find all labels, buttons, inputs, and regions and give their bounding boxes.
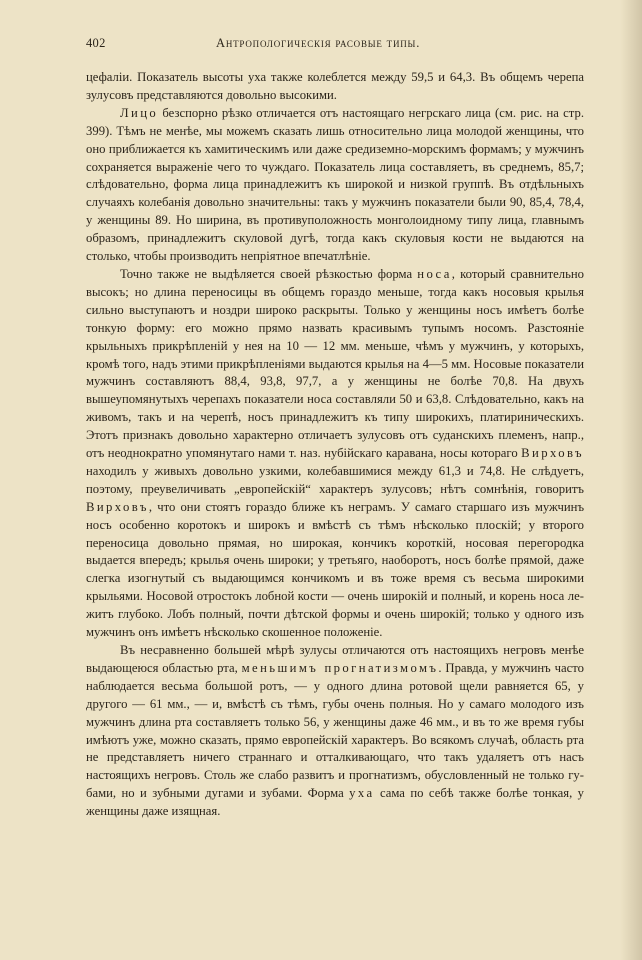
page-header xyxy=(86,36,584,51)
paragraph xyxy=(86,642,584,821)
emphasized-term: уха xyxy=(349,786,375,801)
running-title: Антропологическія расовые типы. xyxy=(216,36,421,50)
paragraph-text: Точно также не выдѣляется своей рѣзкостью форма xyxy=(120,266,418,281)
page-number: 402 xyxy=(86,36,106,50)
emphasized-term: Вирховъ xyxy=(521,446,584,461)
paragraph xyxy=(86,69,584,105)
emphasized-term: носа xyxy=(417,266,452,281)
paragraph-text: сама по себѣ также болѣе тонкая, у женщины даже изящная. xyxy=(86,786,585,819)
paragraph-text: цефаліи. Показатель высоты уха также колеблется между 59,5 и 64,3. Въ общемъ черепа зулусовъ представляются довольно высокими. xyxy=(86,70,584,102)
paragraph-text: , который сравнительно высокъ; но длина переносицы въ общемъ гораздо меньше, тогда какъ носовыя крылья сильно выступаютъ и ноздри широко раскрыты. Только у женщины носъ имѣетъ болѣе тонкую форму: его можно прямо назвать красивымъ тупымъ носомъ. Разстояніе крыльныхъ прикрѣпленій у нея на 10 — 12 мм. меньше, чѣмъ у мужчинъ, у которыхъ, кромѣ того, надъ этими прикрѣпленіями выдаются крылья на 4—5 мм. Носовые показатели мужчинъ составляютъ 88,4, 93,8, 97,7, а у женщины не болѣе 70,8. На двухъ вышеупомянутыхъ черепахъ показатели носа составляли 50 и 63,8. Слѣдовательно, какъ на живомъ, такъ и на черепѣ, носъ принадлежитъ къ типу широкихъ, платириническихъ. Этотъ признакъ довольно характерно отличаетъ зулусовъ отъ суданскихъ племенъ, напр., отъ неоднократно упомянутаго нами т. наз. нубійскаго каравана, носы котораго xyxy=(86,266,585,461)
body-text xyxy=(86,69,584,821)
paragraph-text: . Правда, у мужчинъ часто наблюдается весьма большой ротъ, — у одного длина ротовой щели равняется 65, у другого — 61 мм., — и, вмѣстѣ съ тѣмъ, губы очень полныя. Но у самаго молодого изъ мужчинъ длина рта составляетъ только 56, у женщины даже 46 мм., и въ то же время губы имѣютъ уже, можно сказать, прямо европейскій характеръ. Во всякомъ случаѣ, область рта не представляетъ ничего страннаго и отталкивающаго, что такъ удаляетъ отъ насъ настоящихъ негровъ. Столь же слабо развитъ и прогнатизмъ, обусловленный не только губами, но и зубными дугами и зубами. Форма xyxy=(86,660,584,801)
emphasized-term: меньшимъ прогнатизмомъ xyxy=(241,660,439,675)
paragraph-text: находилъ у живыхъ довольно узкими, колебавшимися между 61,3 и 74,8. Не слѣдуетъ, поэтому, преувеличивать „европейскій“ характеръ зулусовъ; нѣтъ сомнѣнія, говоритъ xyxy=(86,463,584,496)
paragraph xyxy=(86,266,584,642)
paragraph-text: безспорно рѣзко отличается отъ настоящаго негрскаго лица (см. рис. на стр. 399). Тѣмъ не менѣе, мы можемъ сказать лишь относительно лица молодой женщины, что оно приближается къ хамитическимъ или даже средиземно-морскимъ формамъ; у мужчинъ сохраняется выраженіе чего то чуждаго. Показатель лица составляетъ, въ среднемъ, 85,7; слѣдовательно, форма лица принадлежитъ къ широкой и низкой группѣ. Въ отдѣльныхъ случаяхъ колебанія довольно значительны: такъ у мужчинъ показатели были 90, 85,4, 78,4, у женщины 89. Но ширина, въ противуположность монголоидному типу лица, главнымъ образомъ, принадлежитъ скуловой дугѣ, тогда какъ скуловыя кости не выдаются на столько, чтобы производить непріятное впечатлѣніе. xyxy=(86,105,584,264)
paragraph-text: Въ несравненно большей мѣрѣ зулусы отличаются отъ настоящихъ негровъ менѣе выдающеюся областью рта, xyxy=(86,643,584,675)
emphasized-term: Вирховъ xyxy=(86,499,149,514)
emphasized-term: Лицо xyxy=(120,105,159,120)
paragraph xyxy=(86,105,584,266)
paragraph-text: , что они стоятъ гораздо ближе къ неграмъ. У самаго старшаго изъ мужчинъ носъ особенно коротокъ и широкъ и вмѣстѣ съ тѣмъ нѣсколько плоскій; у второго переносица довольно прямая, но широкая, кончикъ короткій, носовая перегородка выдается впередъ; крылья очень широки; у третьяго, наоборотъ, носъ болѣе прямой, даже слегка изогнутый съ выдающимся кончикомъ и въ тоже время съ весьма широкими крыльями. Носовой отростокъ лобной кости — очень широкій и полный, и корень носа лежитъ глубоко. Лобъ полный, почти дѣтской формы и очень широкій; только у одного изъ мужчинъ онъ имѣетъ нѣсколько скошенное положеніе. xyxy=(86,499,584,640)
